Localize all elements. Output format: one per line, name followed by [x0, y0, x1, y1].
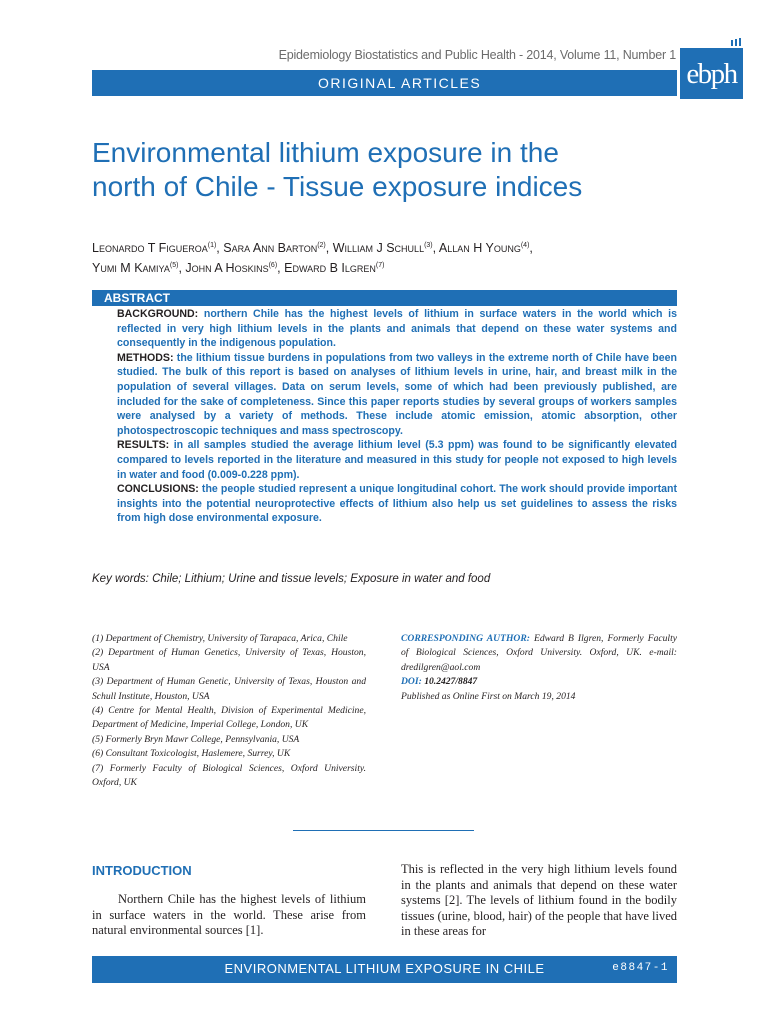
author-affiliation: (5) [169, 262, 179, 270]
journal-citation: Epidemiology Biostatistics and Public Health - 2014, Volume 11, Number 1 [278, 48, 676, 62]
abstract-body [117, 307, 677, 526]
section-label: ORIGINAL ARTICLES [318, 75, 482, 91]
conclusions-text: the people studied represent a unique longitudinal cohort. The work should provide important insights into the potential neuroprotective effects of lithium also help us set guidelines to assess the risks from high dose environmental exposure. [117, 483, 677, 525]
author-name: John A Hoskins [185, 261, 269, 276]
background-label: BACKGROUND: [117, 308, 199, 320]
doi [401, 675, 677, 689]
affiliation-item: (4) Centre for Mental Health, Division of Experimental Medicine, Department of Medicine, Imperial College, London, UK [92, 705, 366, 731]
author-name: Allan H Young [438, 241, 521, 256]
introduction-heading: INTRODUCTION [92, 863, 192, 878]
affiliation-item: (5) Formerly Bryn Mawr College, Pennsylvania, USA [92, 733, 300, 745]
author-name: Edward B Ilgren [284, 261, 376, 276]
abstract-bar [92, 290, 677, 306]
page-number: e8847-1 [612, 962, 669, 974]
introduction-left-column: Northern Chile has the highest levels of lithium in surface waters in the world. These arise from natural environmental sources [1]. [92, 892, 366, 937]
doi-label: DOI: [401, 676, 422, 688]
affiliation-item: (1) Department of Chemistry, University of Tarapaca, Arica, Chile [92, 633, 348, 644]
affiliation-item: (3) Department of Human Genetic, University of Texas, Houston and Schull Institute, Houston, USA [92, 676, 366, 702]
author-affiliation: (2) [317, 242, 326, 249]
journal-logo-text: ebph [686, 58, 737, 90]
author-affiliation: (6) [268, 262, 278, 270]
affiliation-list [92, 632, 366, 790]
corresponding-author [401, 632, 677, 675]
author-name: Sara Ann Barton [223, 241, 318, 256]
title-line-2: north of Chile - Tissue exposure indices [92, 171, 583, 202]
results-text: in all samples studied the average lithium level (5.3 ppm) was found to be significantly elevated compared to levels reported in the literature and measured in this study for people not exposed to high levels in water and food (0.009-0.228 ppm). [117, 439, 677, 481]
introduction-right-column: This is reflected in the very high lithium levels found in the plants and animals that depend on these water systems [2]. The levels of lithium found in the bodily tissues (urine, blood, hair) of the people that have lived in these areas for [401, 862, 677, 938]
running-title: ENVIRONMENTAL LITHIUM EXPOSURE IN CHILE [224, 961, 545, 976]
author-name: Leonardo T Figueroa [92, 241, 208, 256]
affiliation-item: (7) Formerly Faculty of Biological Sciences, Oxford University. Oxford, UK [92, 762, 366, 789]
author-affiliation: (3) [424, 242, 433, 249]
abstract-heading: ABSTRACT [104, 291, 170, 305]
author-affiliation: (4) [520, 242, 530, 249]
correspondence-block [401, 632, 677, 704]
results-label: RESULTS: [117, 439, 170, 452]
author-list: Leonardo T Figueroa$^{(1)}$, Sara Ann Barton$^{(2)}$, William J Schull$^{(3)}$, Allan H Young$^{(4)}$, Yumi M Kamiya$^{(5)}$, John A Hoskins$^{(6)}$, Edward B Ilgren$^{(7)}$ [92, 241, 533, 276]
section-divider [293, 830, 474, 831]
article-title [92, 136, 712, 204]
conclusions-label: CONCLUSIONS: [117, 483, 199, 496]
abstract-results [117, 438, 677, 482]
author-name: William J Schull [332, 241, 425, 256]
corresponding-label: CORRESPONDING AUTHOR: [401, 633, 530, 644]
methods-label: METHODS: [117, 351, 174, 364]
abstract-conclusions [117, 482, 677, 526]
affiliation-item: (6) Consultant Toxicologist, Haslemere, Surrey, UK [92, 748, 291, 760]
author-affiliation: (7) [375, 262, 385, 270]
abstract-methods [117, 351, 677, 439]
doi-value[interactable]: 10.2427/8847 [421, 676, 478, 688]
methods-text: the lithium tissue burdens in populations from two valleys in the extreme north of Chile have been studied. The bulk of this report is based on analyses of lithium levels in urine, hair, and breast milk in the population of several villages. Data on serum levels, some of which had been previously published, are included for the sake of completeness. Since this paper reports studies by several groups of workers samples were analysed by a variety of methods. These include atomic emission, atomic absorption, other photospectroscopic techniques and mass spectroscopy. [117, 351, 677, 437]
author-name: Yumi M Kamiya [92, 261, 170, 276]
logo-bars-icon [731, 38, 741, 46]
author-affiliation: (1) [207, 242, 217, 249]
title-line-1: Environmental lithium exposure in the [92, 137, 559, 168]
affiliation-item: (2) Department of Human Genetics, University of Texas, Houston, USA [92, 647, 366, 673]
abstract-background [117, 307, 677, 351]
published-date: Published as Online First on March 19, 2014 [401, 690, 576, 702]
background-text: northern Chile has the highest levels of lithium in surface waters in the world which is reflected in very high lithium levels in the plants and animals that depend on these water systems and consequently in the indigenous population. [117, 308, 677, 350]
keywords: Key words: Chile; Lithium; Urine and tissue levels; Exposure in water and food [92, 573, 491, 585]
corresponding-text: Edward B Ilgren, Formerly Faculty of Biological Sciences, Oxford University. Oxford, UK. e-mail: dredilgren@aol.com [401, 633, 678, 673]
